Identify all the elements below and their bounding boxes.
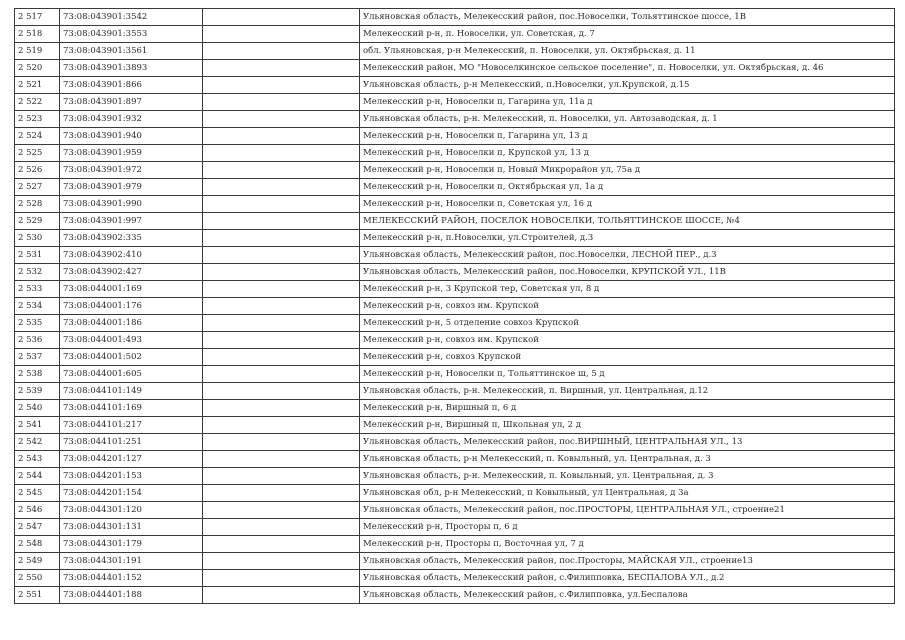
address-cell: Ульяновская область, Мелекесский район, пос.Просторы, МАЙСКАЯ УЛ., строение13	[360, 553, 895, 570]
table-row	[15, 128, 895, 145]
row-number: 2 520	[15, 60, 60, 77]
row-number: 2 549	[15, 553, 60, 570]
cadastral-number: 73:08:044001:186	[60, 315, 203, 332]
empty-cell	[203, 434, 360, 451]
cadastral-number: 73:08:044101:149	[60, 383, 203, 400]
table-row	[15, 434, 895, 451]
table-row	[15, 26, 895, 43]
empty-cell	[203, 587, 360, 604]
row-number: 2 526	[15, 162, 60, 179]
row-number: 2 546	[15, 502, 60, 519]
address-cell: Ульяновская область, р-н. Мелекесский, п. Новоселки, ул. Автозаводская, д. 1	[360, 111, 895, 128]
cadastral-number: 73:08:043902:335	[60, 230, 203, 247]
empty-cell	[203, 468, 360, 485]
empty-cell	[203, 264, 360, 281]
cadastral-number: 73:08:043901:3553	[60, 26, 203, 43]
cadastral-number: 73:08:044001:176	[60, 298, 203, 315]
address-cell: обл. Ульяновская, р-н Мелекесский, п. Новоселки, ул. Октябрьская, д. 11	[360, 43, 895, 60]
address-cell: Мелекесский р-н, Новоселки п, Советская ул, 16 д	[360, 196, 895, 213]
table-row	[15, 298, 895, 315]
empty-cell	[203, 417, 360, 434]
row-number: 2 519	[15, 43, 60, 60]
empty-cell	[203, 196, 360, 213]
cadastral-number: 73:08:044301:131	[60, 519, 203, 536]
cadastral-number: 73:08:043901:972	[60, 162, 203, 179]
address-cell: Мелекесский р-н, Новоселки п, Октябрьская ул, 1а д	[360, 179, 895, 196]
address-cell: Мелекесский р-н, Виршный п, 6 д	[360, 400, 895, 417]
table-row	[15, 366, 895, 383]
row-number: 2 541	[15, 417, 60, 434]
empty-cell	[203, 9, 360, 26]
empty-cell	[203, 162, 360, 179]
empty-cell	[203, 400, 360, 417]
cadastral-number: 73:08:044301:179	[60, 536, 203, 553]
empty-cell	[203, 281, 360, 298]
table-row	[15, 400, 895, 417]
cadastral-number: 73:08:044201:153	[60, 468, 203, 485]
table-row	[15, 43, 895, 60]
cadastral-number: 73:08:044301:120	[60, 502, 203, 519]
empty-cell	[203, 519, 360, 536]
cadastral-number: 73:08:044001:502	[60, 349, 203, 366]
row-number: 2 540	[15, 400, 60, 417]
address-cell: Мелекесский р-н, п.Новоселки, ул.Строителей, д.3	[360, 230, 895, 247]
empty-cell	[203, 349, 360, 366]
row-number: 2 525	[15, 145, 60, 162]
empty-cell	[203, 179, 360, 196]
row-number: 2 547	[15, 519, 60, 536]
address-cell: Мелекесский р-н, совхоз им. Крупской	[360, 332, 895, 349]
empty-cell	[203, 128, 360, 145]
cadastral-number: 73:08:044401:152	[60, 570, 203, 587]
table-row	[15, 553, 895, 570]
table-row	[15, 9, 895, 26]
empty-cell	[203, 553, 360, 570]
table-row	[15, 570, 895, 587]
row-number: 2 535	[15, 315, 60, 332]
row-number: 2 536	[15, 332, 60, 349]
registry-table	[14, 8, 895, 604]
table-row	[15, 536, 895, 553]
row-number: 2 532	[15, 264, 60, 281]
row-number: 2 529	[15, 213, 60, 230]
row-number: 2 539	[15, 383, 60, 400]
address-cell: Ульяновская область, р-н. Мелекесский, п. Ковыльный, ул. Центральная, д. 3	[360, 468, 895, 485]
empty-cell	[203, 247, 360, 264]
row-number: 2 542	[15, 434, 60, 451]
table-row	[15, 179, 895, 196]
address-cell: Ульяновская область, Мелекесский район, пос.Новоселки, ЛЕСНОЙ ПЕР., д.3	[360, 247, 895, 264]
table-row	[15, 417, 895, 434]
address-cell: Ульяновская область, Мелекесский район, с.Филипповка, ул.Беспалова	[360, 587, 895, 604]
row-number: 2 517	[15, 9, 60, 26]
empty-cell	[203, 230, 360, 247]
table-row	[15, 162, 895, 179]
row-number: 2 521	[15, 77, 60, 94]
address-cell: Мелекесский р-н, Виршный п, Школьная ул, 2 д	[360, 417, 895, 434]
cadastral-number: 73:08:044301:191	[60, 553, 203, 570]
empty-cell	[203, 366, 360, 383]
cadastral-number: 73:08:043901:897	[60, 94, 203, 111]
row-number: 2 533	[15, 281, 60, 298]
address-cell: Мелекесский р-н, Новоселки п, Тольяттинское ш, 5 д	[360, 366, 895, 383]
row-number: 2 527	[15, 179, 60, 196]
empty-cell	[203, 145, 360, 162]
cadastral-number: 73:08:044001:169	[60, 281, 203, 298]
cadastral-number: 73:08:044001:493	[60, 332, 203, 349]
empty-cell	[203, 77, 360, 94]
table-row	[15, 332, 895, 349]
address-cell: Ульяновская область, р-н. Мелекесский, п. Виршный, ул. Центральная, д.12	[360, 383, 895, 400]
cadastral-number: 73:08:043901:3542	[60, 9, 203, 26]
empty-cell	[203, 298, 360, 315]
cadastral-number: 73:08:044401:188	[60, 587, 203, 604]
cadastral-number: 73:08:043902:410	[60, 247, 203, 264]
table-row	[15, 60, 895, 77]
address-cell: Мелекесский р-н, Просторы п, 6 д	[360, 519, 895, 536]
table-row	[15, 77, 895, 94]
row-number: 2 534	[15, 298, 60, 315]
cadastral-number: 73:08:043901:3893	[60, 60, 203, 77]
row-number: 2 524	[15, 128, 60, 145]
address-cell: Мелекесский р-н, Новоселки п, Гагарина ул, 13 д	[360, 128, 895, 145]
cadastral-number: 73:08:043901:932	[60, 111, 203, 128]
cadastral-number: 73:08:043901:959	[60, 145, 203, 162]
row-number: 2 544	[15, 468, 60, 485]
row-number: 2 522	[15, 94, 60, 111]
address-cell: Ульяновская область, Мелекесский район, с.Филипповка, БЕСПАЛОВА УЛ., д.2	[360, 570, 895, 587]
cadastral-number: 73:08:043901:979	[60, 179, 203, 196]
empty-cell	[203, 43, 360, 60]
cadastral-number: 73:08:043901:3561	[60, 43, 203, 60]
row-number: 2 528	[15, 196, 60, 213]
table-row	[15, 264, 895, 281]
empty-cell	[203, 60, 360, 77]
address-cell: Ульяновская обл, р-н Мелекесский, п Ковыльный, ул Центральная, д 3а	[360, 485, 895, 502]
row-number: 2 531	[15, 247, 60, 264]
cadastral-number: 73:08:043902:427	[60, 264, 203, 281]
registry-table-body	[15, 9, 895, 604]
table-row	[15, 213, 895, 230]
row-number: 2 538	[15, 366, 60, 383]
address-cell: Ульяновская область, Мелекесский район, пос.ПРОСТОРЫ, ЦЕНТРАЛЬНАЯ УЛ., строение21	[360, 502, 895, 519]
table-row	[15, 230, 895, 247]
table-row	[15, 247, 895, 264]
address-cell: Мелекесский р-н, Просторы п, Восточная ул, 7 д	[360, 536, 895, 553]
table-row	[15, 281, 895, 298]
empty-cell	[203, 383, 360, 400]
table-row	[15, 468, 895, 485]
row-number: 2 537	[15, 349, 60, 366]
table-row	[15, 587, 895, 604]
table-row	[15, 315, 895, 332]
address-cell: МЕЛЕКЕССКИЙ РАЙОН, ПОСЕЛОК НОВОСЕЛКИ, ТОЛЬЯТТИНСКОЕ ШОССЕ, №4	[360, 213, 895, 230]
row-number: 2 530	[15, 230, 60, 247]
row-number: 2 551	[15, 587, 60, 604]
row-number: 2 518	[15, 26, 60, 43]
cadastral-number: 73:08:044201:127	[60, 451, 203, 468]
address-cell: Ульяновская область, Мелекесский район, пос.Новоселки, КРУПСКОЙ УЛ., 11В	[360, 264, 895, 281]
address-cell: Ульяновская область, р-н Мелекесский, п.Новоселки, ул.Крупской, д.15	[360, 77, 895, 94]
row-number: 2 523	[15, 111, 60, 128]
empty-cell	[203, 26, 360, 43]
address-cell: Мелекесский район, МО "Новоселкинское сельское поселение", п. Новоселки, ул. Октябрьская, д. 46	[360, 60, 895, 77]
empty-cell	[203, 213, 360, 230]
cadastral-number: 73:08:044101:251	[60, 434, 203, 451]
table-row	[15, 196, 895, 213]
empty-cell	[203, 502, 360, 519]
cadastral-number: 73:08:044101:217	[60, 417, 203, 434]
empty-cell	[203, 111, 360, 128]
address-cell: Ульяновская область, Мелекесский район, пос.ВИРШНЫЙ, ЦЕНТРАЛЬНАЯ УЛ., 13	[360, 434, 895, 451]
address-cell: Мелекесский р-н, 5 отделение совхоз Крупской	[360, 315, 895, 332]
row-number: 2 545	[15, 485, 60, 502]
cadastral-number: 73:08:043901:997	[60, 213, 203, 230]
cadastral-number: 73:08:043901:940	[60, 128, 203, 145]
cadastral-number: 73:08:043901:990	[60, 196, 203, 213]
cadastral-number: 73:08:044101:169	[60, 400, 203, 417]
cadastral-number: 73:08:044201:154	[60, 485, 203, 502]
table-row	[15, 383, 895, 400]
empty-cell	[203, 485, 360, 502]
empty-cell	[203, 570, 360, 587]
table-row	[15, 519, 895, 536]
table-row	[15, 145, 895, 162]
address-cell: Мелекесский р-н, 3 Крупской тер, Советская ул, 8 д	[360, 281, 895, 298]
address-cell: Мелекесский р-н, совхоз им. Крупской	[360, 298, 895, 315]
table-row	[15, 111, 895, 128]
registry-sheet	[14, 8, 895, 604]
table-row	[15, 502, 895, 519]
table-row	[15, 451, 895, 468]
table-row	[15, 485, 895, 502]
row-number: 2 548	[15, 536, 60, 553]
address-cell: Мелекесский р-н, Новоселки п, Крупской ул, 13 д	[360, 145, 895, 162]
address-cell: Мелекесский р-н, п. Новоселки, ул. Советская, д. 7	[360, 26, 895, 43]
cadastral-number: 73:08:043901:866	[60, 77, 203, 94]
address-cell: Ульяновская область, Мелекесский район, пос.Новоселки, Тольяттинское шоссе, 1В	[360, 9, 895, 26]
address-cell: Ульяновская область, р-н Мелекесский, п. Ковыльный, ул. Центральная, д. 3	[360, 451, 895, 468]
address-cell: Мелекесский р-н, совхоз Крупской	[360, 349, 895, 366]
empty-cell	[203, 315, 360, 332]
empty-cell	[203, 332, 360, 349]
row-number: 2 543	[15, 451, 60, 468]
table-row	[15, 94, 895, 111]
row-number: 2 550	[15, 570, 60, 587]
table-row	[15, 349, 895, 366]
empty-cell	[203, 451, 360, 468]
address-cell: Мелекесский р-н, Новоселки п, Новый Микрорайон ул, 75а д	[360, 162, 895, 179]
cadastral-number: 73:08:044001:605	[60, 366, 203, 383]
empty-cell	[203, 536, 360, 553]
address-cell: Мелекесский р-н, Новоселки п, Гагарина ул, 11а д	[360, 94, 895, 111]
empty-cell	[203, 94, 360, 111]
